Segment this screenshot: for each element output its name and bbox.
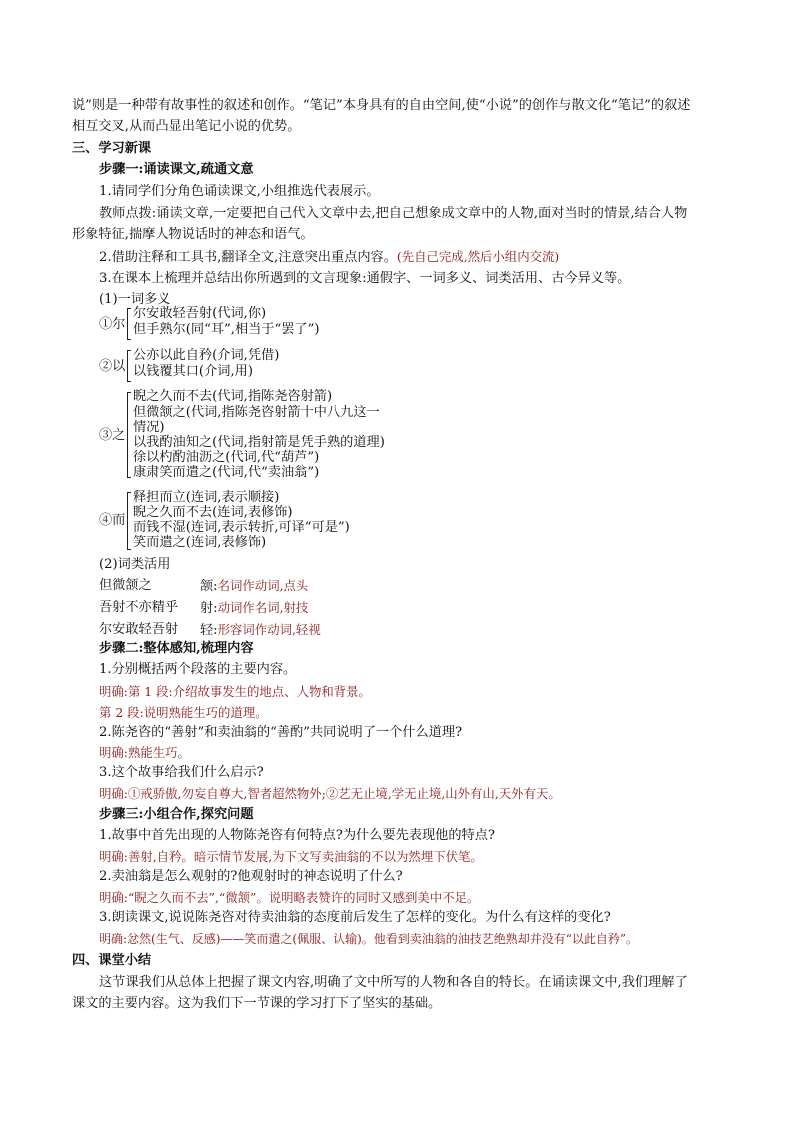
- polysemy-er2-line-3: 而钱不湿(连词,表示转折,可译“可是”): [133, 520, 350, 535]
- step1-guide-line-2: 形象特征,揣摩人物说话时的神态和语气。: [72, 227, 314, 242]
- wordclass-word-1-label: 颔:: [200, 579, 218, 594]
- step1-item2: [99, 248, 559, 267]
- polysemy-zhi-line-1: 睨之久而不去(代词,指陈尧咨射箭): [133, 389, 333, 404]
- intro-line-2: 相互交叉,从而凸显出笔记小说的优势。: [72, 119, 301, 134]
- wordclass-note-1: 名词作动词,点头: [217, 578, 309, 593]
- wordclass-word-1: [200, 577, 308, 596]
- step1-title: 步骤一:诵读课文,疏通文意: [99, 162, 254, 177]
- step2-q3: 3.这个故事给我们什么启示?: [99, 765, 264, 780]
- wordclass-word-3: [200, 621, 321, 640]
- wordclass-word-2: [200, 599, 308, 618]
- step3-q2: 2.卖油翁是怎么观射的?他观射时的神态说明了什么?: [99, 869, 403, 884]
- step1-guide-line-1: 教师点拨:诵读文章,一定要把自己代入文章中去,把自己想象成文章中的人物,面对当时的情景,结合人物: [99, 206, 688, 221]
- polysemy-er-line-1: 尔安敢轻吾射(代词,你): [133, 306, 267, 321]
- polysemy-er2-label: ④而: [99, 513, 126, 528]
- wordclass-note-3: 形容词作动词,轻视: [217, 622, 321, 637]
- step2-a1a: 明确:第 1 段:介绍故事发生的地点、人物和背景。: [99, 684, 371, 699]
- step2-a2: 明确:熟能生巧。: [99, 745, 190, 760]
- polysemy-zhi-line-6: 康肃笑而遣之(代词,代“卖油翁”): [133, 465, 320, 480]
- wordclass-note-2: 动词作名词,射技: [217, 600, 309, 615]
- wordclass-phrase-2: 吾射不亦精乎: [99, 600, 179, 615]
- polysemy-yi-line-2: 以钱覆其口(介词,用): [133, 364, 253, 379]
- polysemy-zhi-label: ③之: [99, 428, 126, 443]
- section-heading-3: 三、学习新课: [72, 141, 152, 156]
- polysemy-er2-line-2: 睨之久而不去(连词,表修饰): [133, 505, 293, 520]
- polysemy-heading: (1)一词多义: [99, 292, 171, 307]
- step3-a1: 明确:善射,自矜。暗示情节发展,为下文写卖油翁的不以为然埋下伏笔。: [99, 849, 483, 864]
- brace-er: [127, 308, 131, 340]
- step3-q1: 1.故事中首先出现的人物陈尧咨有何特点?为什么要先表现他的特点?: [99, 828, 495, 843]
- polysemy-er2-line-4: 笑而遣之(连词,表修饰): [133, 535, 267, 550]
- wordclass-word-2-label: 射:: [200, 601, 218, 616]
- polysemy-yi-label: ②以: [99, 359, 126, 374]
- step3-q3: 3.朗读课文,说说陈尧咨对待卖油翁的态度前后发生了怎样的变化。为什么有这样的变化?: [99, 910, 611, 925]
- step1-item3: 3.在课本上梳理并总结出你所遇到的文言现象:通假字、一词多义、词类活用、古今异义等。: [99, 271, 631, 286]
- polysemy-er-line-2: 但手熟尔(同“耳”,相当于“罢了”): [133, 322, 320, 337]
- summary-line-2: 课文的主要内容。这为我们下一节课的学习打下了坚实的基础。: [72, 996, 442, 1011]
- polysemy-zhi-line-4: 以我酌油知之(代词,指射箭是凭手熟的道理): [133, 435, 385, 450]
- step1-item2-text: 2.借助注释和工具书,翻译全文,注意突出重点内容。: [99, 250, 397, 265]
- polysemy-zhi-line-5: 徐以杓酌油沥之(代词,代“葫芦”): [133, 450, 320, 465]
- polysemy-zhi-line-2: 但微颔之(代词,指陈尧咨射箭十中八九这一: [133, 405, 380, 420]
- step2-a3: 明确:①戒骄傲,勿妄自尊大,智者超然物外;②艺无止境,学无止境,山外有山,天外有天。: [99, 786, 561, 801]
- brace-zhi: [127, 392, 131, 478]
- wordclass-phrase-3: 尔安敢轻吾射: [99, 622, 179, 637]
- step1-item2-note: (先自己完成,然后小组内交流): [396, 249, 560, 264]
- polysemy-yi-line-1: 公亦以此自矜(介词,凭借): [133, 348, 280, 363]
- step3-a3: 明确:忿然(生气、反感)——笑而遣之(佩服、认输)。他看到卖油翁的油技艺绝熟却并没有“以此自矜”。: [99, 932, 639, 946]
- step3-a2: 明确:“睨之久而不去”,“微颔”。说明略表赞许的同时又感到美中不足。: [99, 890, 480, 905]
- wordclass-word-3-label: 轻:: [200, 623, 218, 638]
- step2-q2: 2.陈尧咨的“善射”和卖油翁的“善酌”共同说明了一个什么道理?: [99, 725, 463, 740]
- wordclass-phrase-1: 但微颔之: [99, 578, 152, 593]
- section-heading-4: 四、课堂小结: [72, 953, 152, 968]
- step2-a1b: 第 2 段:说明熟能生巧的道理。: [99, 705, 268, 720]
- summary-line-1: 这节课我们从总体上把握了课文内容,明确了文中所写的人物和各自的特长。在诵读课文中,我们理解了: [99, 975, 688, 990]
- brace-er2: [127, 492, 131, 550]
- brace-yi: [127, 350, 131, 382]
- step2-title: 步骤二:整体感知,梳理内容: [99, 641, 254, 656]
- step3-title: 步骤三:小组合作,探究问题: [99, 807, 254, 822]
- polysemy-zhi-line-3: 情况): [133, 420, 165, 435]
- polysemy-er-label: ①尔: [99, 317, 126, 332]
- wordclass-heading: (2)词类活用: [99, 557, 171, 572]
- polysemy-er2-line-1: 释担而立(连词,表示顺接): [133, 490, 280, 505]
- intro-line-1: 说”则是一种带有故事性的叙述和创作。“笔记”本身具有的自由空间,使“小说”的创作与散文化“笔记”的叙述: [72, 98, 691, 113]
- step1-item1: 1.请同学们分角色诵读课文,小组推选代表展示。: [99, 184, 380, 199]
- step2-q1: 1.分别概括两个段落的主要内容。: [99, 662, 297, 677]
